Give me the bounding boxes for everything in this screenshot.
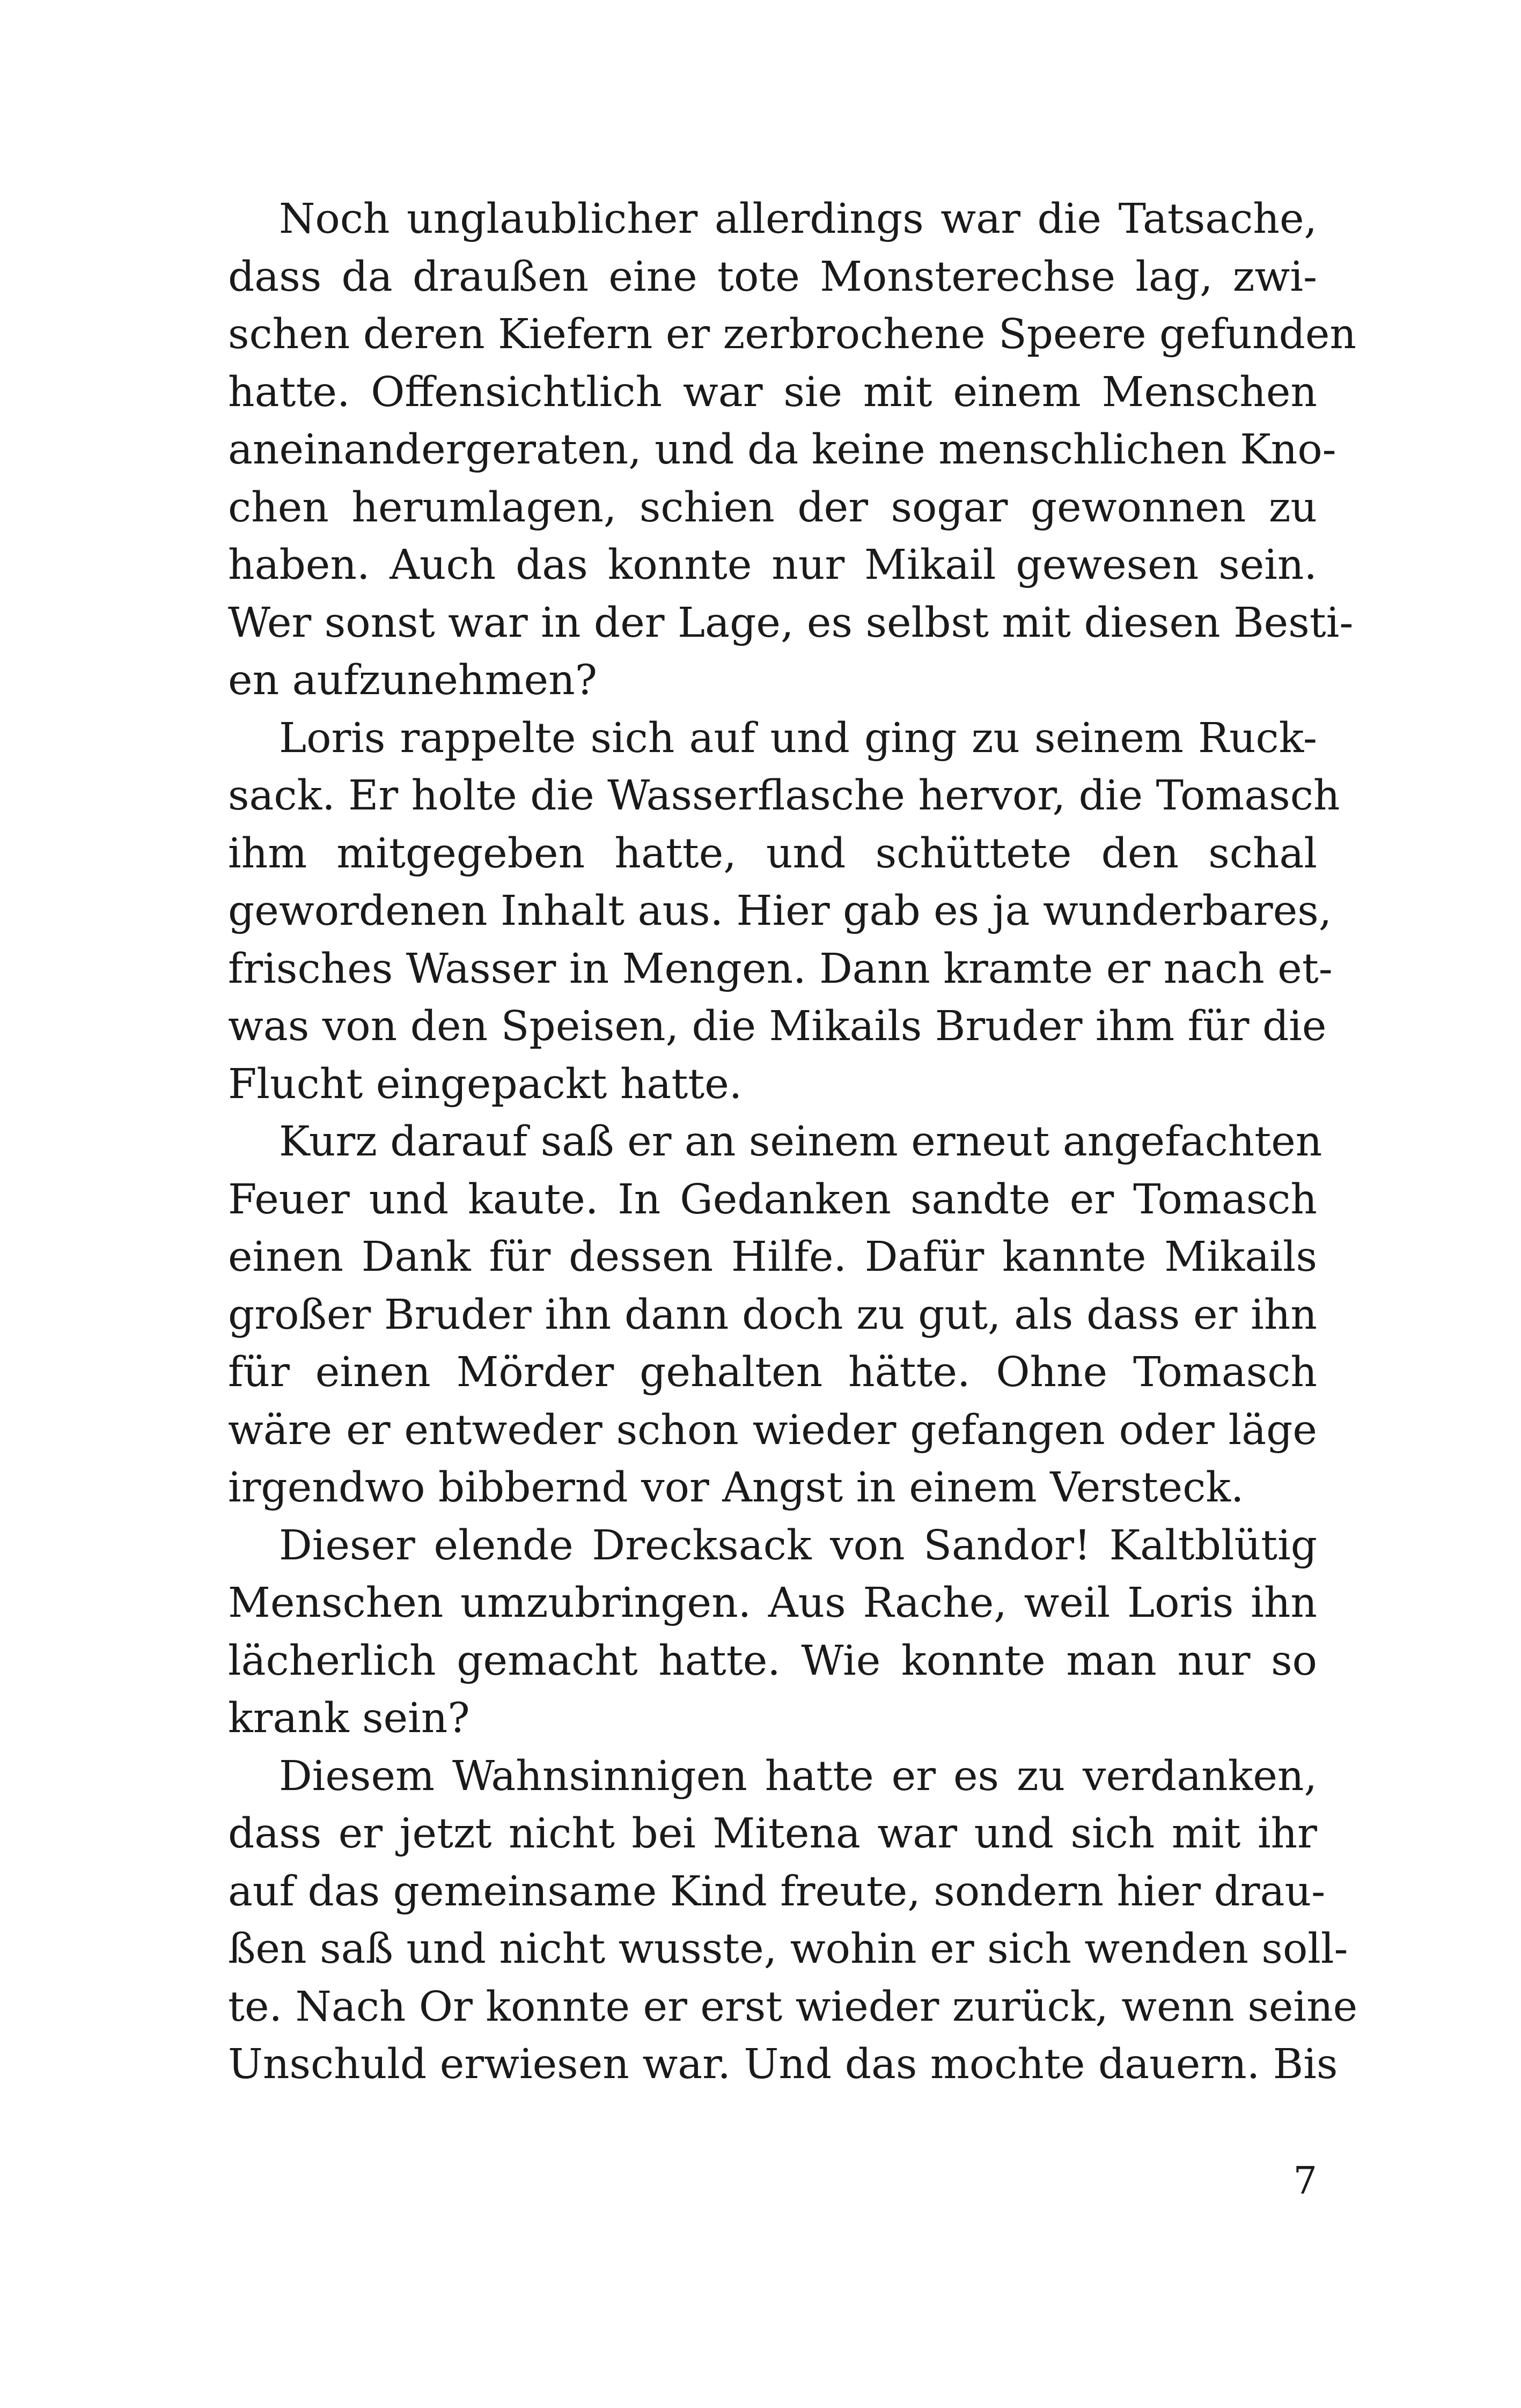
- text-line: ßen saß und nicht wusste, wohin er sich wenden soll-: [228, 1925, 1348, 1973]
- text-line: Flucht eingepackt hatte.: [228, 1060, 743, 1108]
- text-line: Feuer und kaute. In Gedanken sandte er Tomasch: [228, 1175, 1317, 1224]
- text-line: gewordenen Inhalt aus. Hier gab es ja wunderbares,: [228, 887, 1332, 935]
- text-line: Kurz darauf saß er an seinem erneut angefachten: [279, 1118, 1322, 1166]
- text-line: lächerlich gemacht hatte. Wie konnte man nur so: [228, 1637, 1317, 1685]
- text-line: haben. Auch das konnte nur Mikail gewesen sein.: [228, 541, 1317, 589]
- text-line: für einen Mörder gehalten hätte. Ohne Tomasch: [228, 1349, 1317, 1396]
- text-line: ihm mitgegeben hatte, und schüttete den schal: [228, 829, 1317, 878]
- text-line: sack. Er holte die Wasserflasche hervor, die Tomasch: [228, 772, 1340, 820]
- text-line: dass er jetzt nicht bei Mitena war und sich mit ihr: [228, 1810, 1317, 1858]
- text-line: großer Bruder ihn dann doch zu gut, als dass er ihn: [228, 1291, 1317, 1339]
- text-line: Loris rappelte sich auf und ging zu seinem Ruck-: [279, 714, 1317, 762]
- text-line: wäre er entweder schon wieder gefangen oder läge: [228, 1406, 1317, 1454]
- text-line: Noch unglaublicher allerdings war die Tatsache,: [279, 195, 1317, 243]
- text-line: dass da draußen eine tote Monsterechse lag, zwi-: [228, 253, 1317, 301]
- text-line: Unschuld erwiesen war. Und das mochte dauern. Bis: [228, 2041, 1338, 2088]
- paragraph: [228, 190, 1357, 710]
- text-line: Wer sonst war in der Lage, es selbst mit diesen Besti-: [228, 599, 1354, 647]
- text-line: Menschen umzubringen. Aus Rache, weil Loris ihn: [228, 1579, 1317, 1627]
- text-line: te. Nach Or konnte er erst wieder zurück, wenn seine: [228, 1983, 1358, 2031]
- body-text: [228, 190, 1358, 2094]
- text-line: auf das gemeinsame Kind freute, sondern hier drau-: [228, 1867, 1326, 1916]
- text-line: en aufzunehmen?: [228, 657, 597, 704]
- paragraph: [228, 1748, 1358, 2094]
- text-line: aneinandergeraten, und da keine menschlichen Kno-: [228, 426, 1336, 474]
- paragraph: [228, 1113, 1322, 1517]
- text-line: chen herumlagen, schien der sogar gewonnen zu: [228, 483, 1317, 532]
- paragraph: [228, 710, 1340, 1114]
- paragraph: [228, 1517, 1317, 1748]
- text-line: hatte. Offensichtlich war sie mit einem Menschen: [228, 368, 1317, 416]
- text-line: frisches Wasser in Mengen. Dann kramte er nach et-: [228, 945, 1333, 993]
- text-line: schen deren Kiefern er zerbrochene Speere gefunden: [228, 311, 1357, 358]
- text-line: Dieser elende Drecksack von Sandor! Kaltblütig: [279, 1521, 1317, 1570]
- text-line: Diesem Wahnsinnigen hatte er es zu verdanken,: [279, 1752, 1317, 1800]
- page-number: 7: [1293, 2159, 1317, 2203]
- text-line: irgendwo bibbernd vor Angst in einem Versteck.: [228, 1464, 1244, 1512]
- text-line: krank sein?: [228, 1695, 470, 1742]
- text-line: was von den Speisen, die Mikails Bruder ihm für die: [228, 1003, 1327, 1050]
- text-line: einen Dank für dessen Hilfe. Dafür kannte Mikails: [228, 1233, 1317, 1281]
